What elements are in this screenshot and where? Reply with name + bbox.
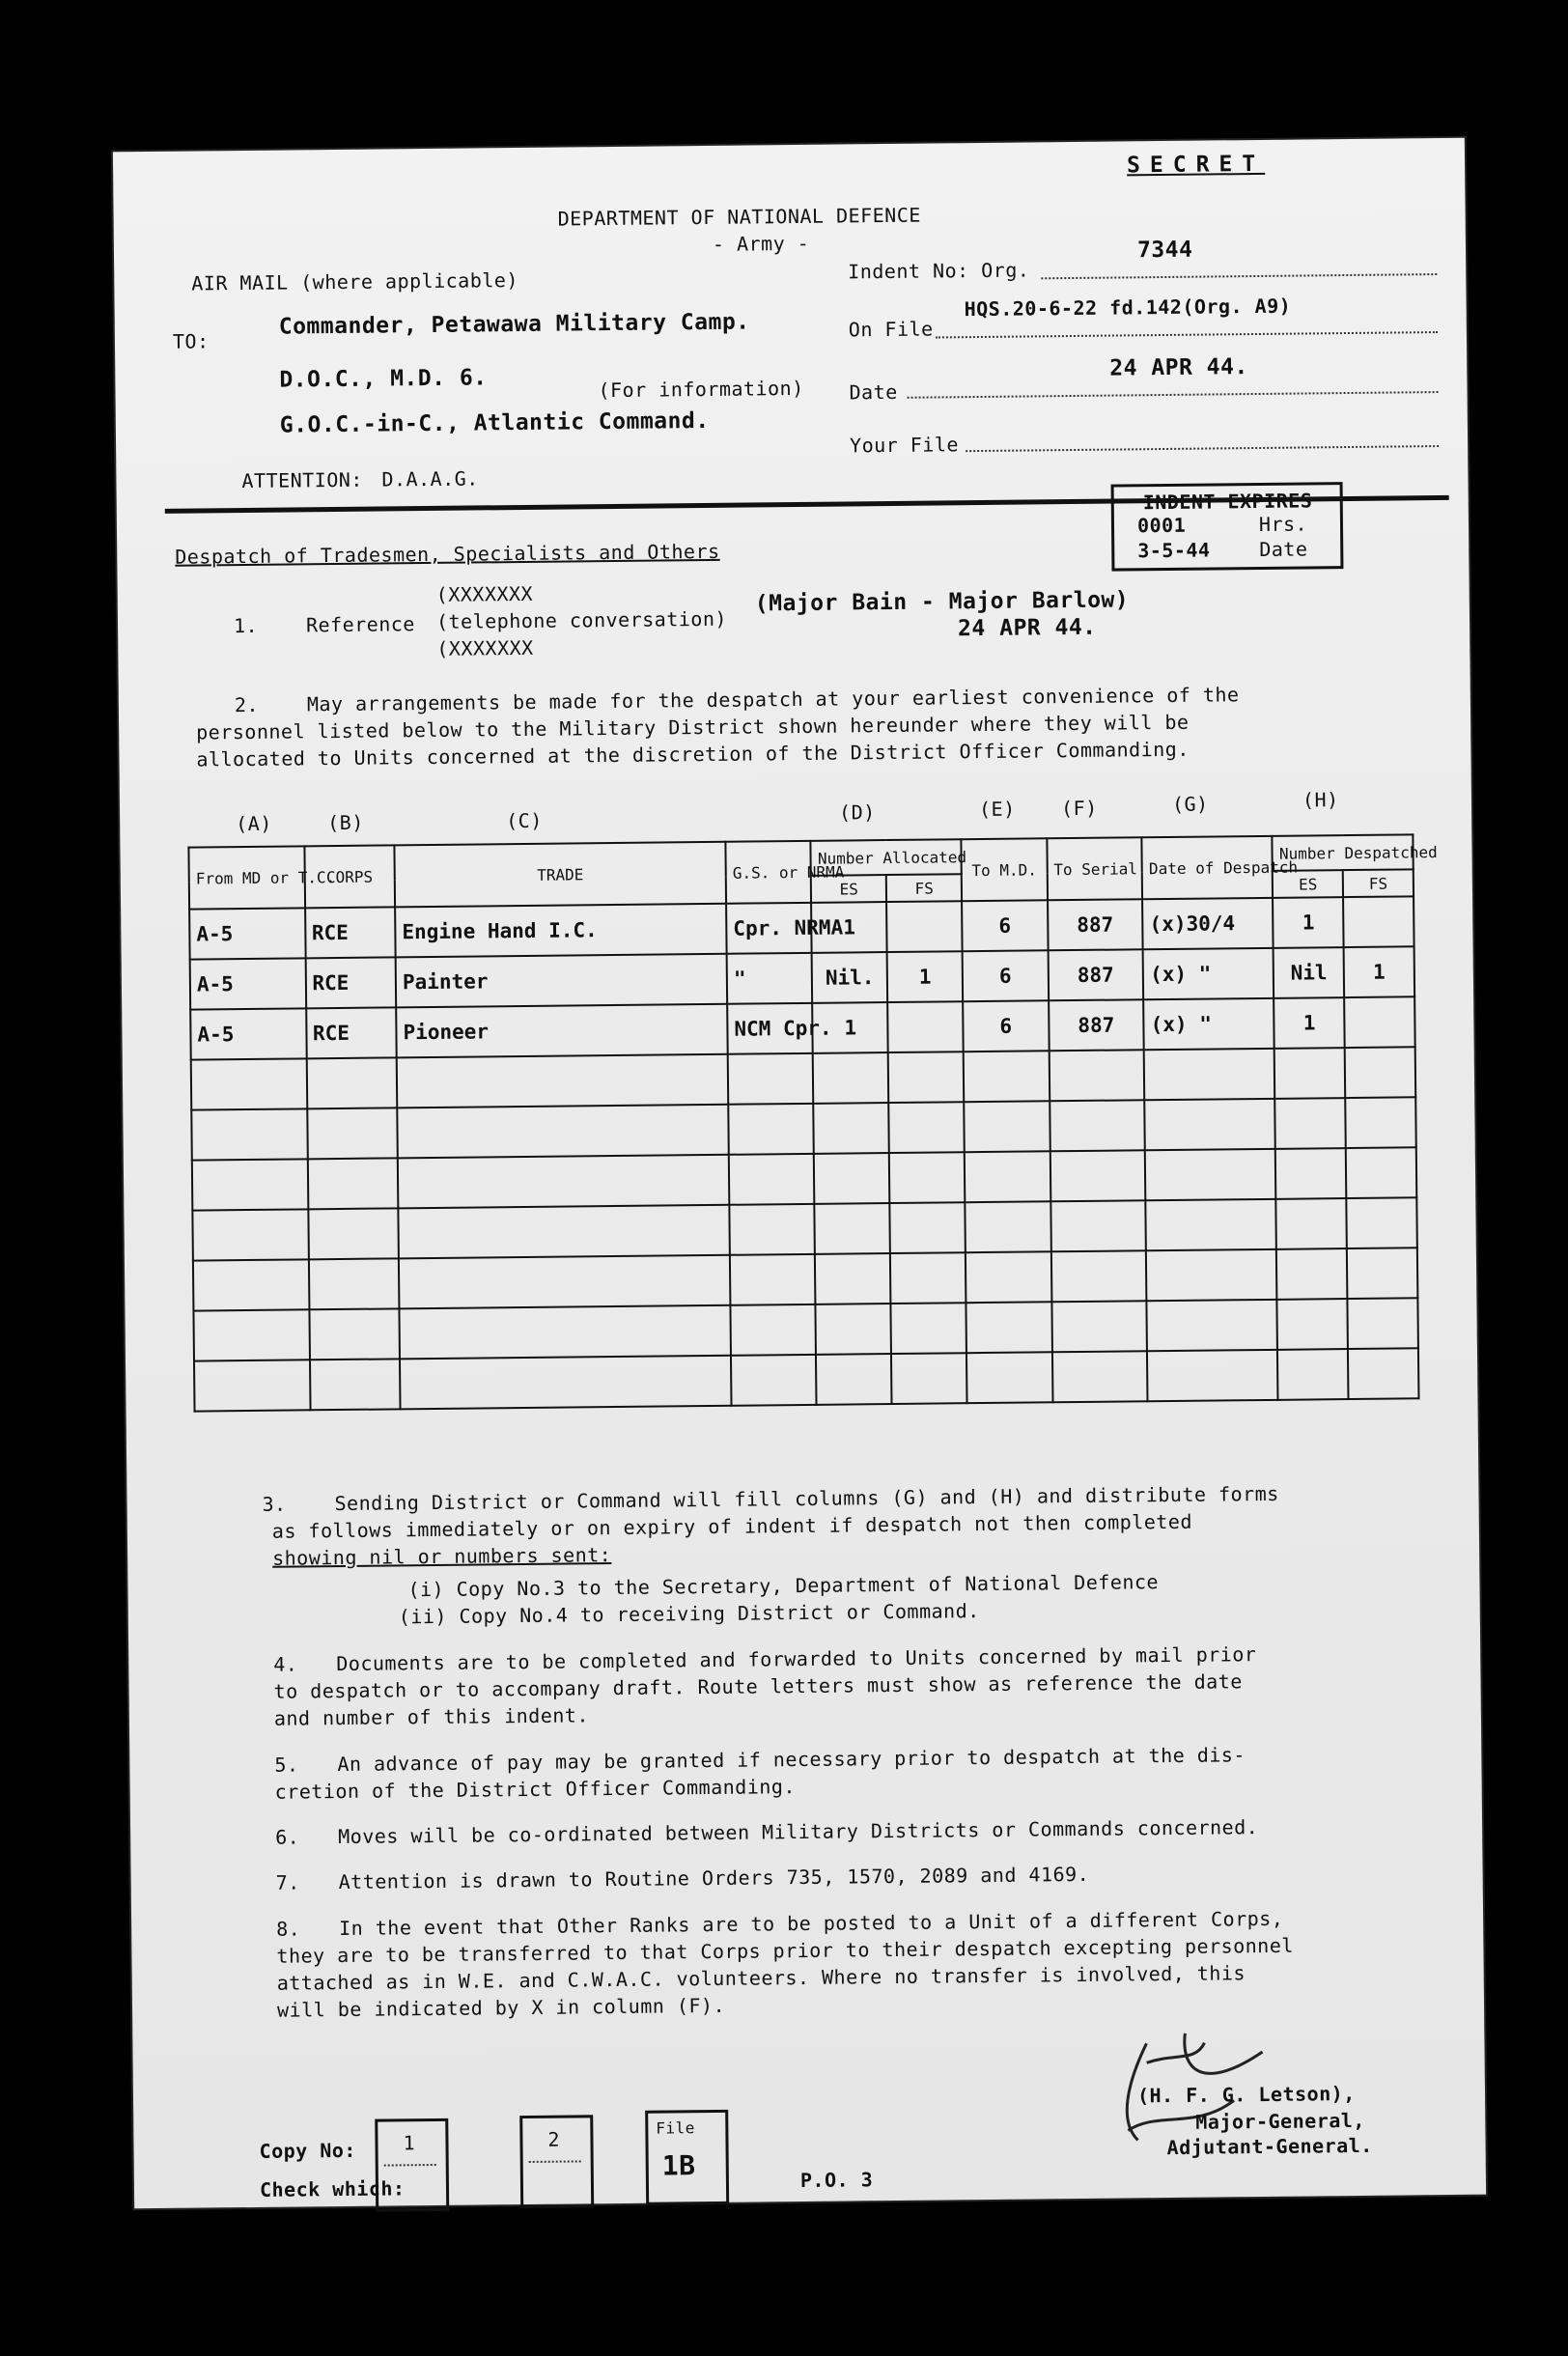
cell-gs: Cpr. NRMA [726, 903, 812, 954]
cell-fs2 [1343, 896, 1414, 947]
cell-es2 [1277, 1299, 1348, 1350]
cell-fs2 [1344, 996, 1414, 1048]
para8-line-4: will be indicated by X in column (F). [276, 1993, 726, 2022]
para1-option-2: (telephone conversation) [435, 606, 728, 633]
para2-line-3: allocated to Units concerned at the discretion of the District Officer Commanding. [196, 737, 1190, 771]
cell-gs [728, 1104, 814, 1155]
cell-md: 6 [962, 900, 1048, 951]
header-to-serial: To Serial [1047, 837, 1142, 900]
cell-es2 [1276, 1248, 1347, 1300]
cell-serial [1051, 1301, 1147, 1352]
para8-line-1: In the event that Other Ranks are to be posted to a Unit of a different Corps, [339, 1906, 1284, 1941]
cell-corps [309, 1308, 400, 1360]
copy-no-label: Copy No: [259, 2138, 357, 2163]
para1-date: 24 APR 44. [957, 614, 1097, 642]
cell-md [966, 1352, 1052, 1403]
cell-es [814, 1103, 889, 1154]
para8-line-2: they are to be transferred to that Corps prior to their despatch excepting personnel [276, 1933, 1294, 1968]
para3-line-2: as follows immediately or on expiry of indent if despatch not then completed [271, 1509, 1193, 1543]
header-allocated-fs: FS [886, 874, 962, 902]
copy-box-file-mark: 1B [661, 2149, 696, 2182]
cell-es: Nil. [812, 952, 887, 1003]
cell-trade: Pioneer [396, 1004, 727, 1058]
para1-option-1: (XXXXXXX [435, 581, 534, 606]
air-mail-note: AIR MAIL (where applicable) [191, 267, 519, 295]
cell-es2 [1274, 1048, 1345, 1099]
indent-expires-date-value: 3-5-44 [1137, 538, 1211, 563]
para6-line-1: Moves will be co-ordinated between Military Districts or Commands concerned. [338, 1815, 1259, 1849]
cell-md: 6 [963, 950, 1049, 1001]
para2-line-1: May arrangements be made for the despatch at your earliest convenience of the [306, 683, 1240, 716]
on-file-label: On File [848, 317, 934, 342]
your-file-label: Your File [849, 433, 960, 458]
cell-serial [1049, 1050, 1144, 1101]
cell-es [813, 1052, 888, 1104]
indent-expires-hrs-label: Hrs. [1258, 512, 1308, 536]
cell-md [966, 1302, 1052, 1353]
cell-date: (x)30/4 [1142, 898, 1274, 949]
cell-es2 [1275, 1148, 1346, 1199]
para3-item-2: (ii) Copy No.4 to receiving District or Command. [398, 1599, 980, 1629]
para1-option-3: (XXXXXXX [436, 635, 534, 660]
cell-corps: RCE [306, 1007, 397, 1058]
column-letter-a: (A) [236, 811, 272, 836]
header-gs-nrma: G.S. or NRMA [725, 841, 811, 904]
cell-trade [398, 1155, 729, 1209]
cell-fs [891, 1353, 966, 1404]
para3-line-1: Sending District or Command will fill columns (G) and (H) and distribute forms [334, 1481, 1279, 1516]
para5-line-1: An advance of pay may be granted if necessary prior to despatch at the dis- [337, 1743, 1246, 1777]
branch-title: - Army - [712, 231, 810, 256]
cell-trade [397, 1105, 728, 1159]
copy-box-file-label: File [656, 2118, 695, 2138]
cell-serial: 887 [1048, 899, 1143, 950]
copy-box-2 [519, 2115, 594, 2208]
signature-title: Adjutant-General. [1166, 2133, 1373, 2160]
cell-serial [1050, 1150, 1145, 1201]
cell-serial [1050, 1250, 1146, 1302]
header-trade: TRADE [394, 842, 726, 908]
cell-date [1145, 1099, 1276, 1150]
cell-fs [889, 1102, 965, 1153]
cell-gs [729, 1204, 815, 1255]
attention-label: ATTENTION: [241, 467, 364, 493]
para4-line-2: to despatch or to accompany draft. Route letters must show as reference the date [273, 1669, 1243, 1703]
header-corps: CORPS [304, 845, 395, 908]
cell-es2 [1276, 1198, 1347, 1249]
classification-mark: SECRET [1126, 151, 1266, 179]
table-header-row [188, 834, 1413, 882]
cell-date [1145, 1149, 1276, 1200]
cell-es [816, 1304, 891, 1355]
column-letter-b: (B) [327, 810, 364, 835]
cell-fs2 [1348, 1298, 1418, 1349]
to-label: TO: [172, 329, 210, 353]
cell-from [191, 1108, 307, 1160]
cell-from: A-5 [190, 1008, 306, 1059]
indent-expires-title: INDENT EXPIRES [1142, 489, 1313, 515]
para5-line-2: cretion of the District Officer Commanding. [274, 1775, 797, 1804]
cell-fs [888, 1052, 964, 1103]
indent-expires-date-label: Date [1259, 537, 1308, 561]
cell-gs: " [727, 953, 813, 1004]
indent-expires-hrs-value: 0001 [1136, 513, 1187, 538]
cell-corps: RCE [305, 907, 396, 958]
date-dots [908, 391, 1439, 399]
cell-es2 [1275, 1098, 1346, 1149]
cell-gs: NCM Cpr. [727, 1003, 813, 1054]
header-date-of-despatch: Date of Despatch [1142, 836, 1274, 899]
header-to-md: To M.D. [962, 838, 1048, 901]
cell-trade [400, 1356, 731, 1410]
table-body [189, 896, 1418, 1411]
cell-es [814, 1153, 889, 1204]
cell-es2: 1 [1273, 897, 1343, 948]
cell-es: 1 [812, 1002, 887, 1053]
para6-number: 6. [275, 1825, 300, 1849]
department-title: DEPARTMENT OF NATIONAL DEFENCE [557, 203, 921, 231]
para1-label: Reference [305, 612, 416, 637]
header-number-despatched: Number Despatched [1273, 834, 1414, 871]
cell-md [966, 1201, 1051, 1252]
cell-corps [308, 1258, 399, 1309]
cell-fs: 1 [887, 951, 963, 1002]
para8-line-3: attached as in W.E. and C.W.A.C. volunteers. Where no transfer is involved, this [276, 1961, 1246, 1995]
cell-fs [886, 901, 962, 952]
cell-trade [398, 1205, 729, 1259]
copy-box-1-dots [384, 2164, 436, 2167]
column-letter-c: (C) [506, 808, 543, 833]
column-letter-d: (D) [838, 800, 876, 825]
cell-gs [728, 1053, 814, 1105]
para2-number: 2. [234, 692, 260, 717]
cell-corps [307, 1108, 398, 1159]
para4-line-3: and number of this indent. [273, 1703, 590, 1730]
para3-line-3: showing nil or numbers sent: [272, 1543, 612, 1570]
addressee-line-1: Commander, Petawawa Military Camp. [278, 309, 750, 340]
para5-number: 5. [274, 1753, 299, 1777]
para3-number: 3. [262, 1492, 287, 1516]
document-page [113, 138, 1486, 2209]
cell-from [191, 1058, 307, 1109]
cell-fs [891, 1303, 966, 1354]
addressee-line-2-note: (For information) [598, 376, 804, 403]
cell-fs2 [1345, 1097, 1415, 1148]
column-letter-h: (H) [1302, 788, 1339, 812]
cell-corps [310, 1359, 401, 1410]
cell-from: A-5 [189, 908, 305, 959]
cell-date: (x) " [1143, 948, 1274, 999]
cell-fs [890, 1202, 966, 1253]
cell-from [192, 1209, 308, 1260]
copy-box-2-dots [529, 2160, 581, 2163]
column-letter-g: (G) [1171, 792, 1209, 816]
signature-name: (H. F. G. Letson), [1136, 2082, 1356, 2108]
cell-from [192, 1159, 308, 1210]
cell-serial: 887 [1048, 949, 1143, 1000]
cell-fs2 [1346, 1197, 1416, 1248]
para3-item-1: (i) Copy No.3 to the Secretary, Department of National Defence [407, 1570, 1160, 1602]
para2-line-2: personnel listed below to the Military District shown hereunder where they will be [196, 710, 1190, 744]
cell-gs [730, 1254, 816, 1305]
cell-corps [307, 1158, 398, 1209]
header-from: From MD or T.C. [188, 846, 304, 909]
cell-from [193, 1259, 309, 1310]
cell-es2 [1277, 1349, 1348, 1400]
addressee-line-3: G.O.C.-in-C., Atlantic Command. [279, 407, 710, 438]
para4-number: 4. [273, 1652, 298, 1676]
cell-md [964, 1101, 1050, 1152]
cell-date [1146, 1249, 1277, 1301]
cell-trade [399, 1255, 730, 1309]
form-number: P.O. 3 [799, 2168, 874, 2193]
column-letter-f: (F) [1060, 796, 1098, 821]
cell-gs [729, 1154, 815, 1205]
cell-serial [1052, 1351, 1148, 1402]
cell-corps [308, 1208, 399, 1259]
cell-es [815, 1253, 890, 1304]
indent-no-dots [1041, 273, 1437, 279]
cell-es [815, 1203, 890, 1254]
copy-box-2-number: 2 [547, 2127, 561, 2151]
cell-gs [730, 1304, 816, 1356]
date-label: Date [849, 379, 898, 405]
personnel-table [187, 833, 1438, 1412]
cell-es [816, 1354, 891, 1405]
cell-es2: 1 [1274, 997, 1345, 1049]
cell-fs [887, 1001, 963, 1052]
column-letter-e: (E) [978, 797, 1016, 822]
subject-line: Despatch of Tradesmen, Specialists and Others [175, 539, 720, 569]
cell-corps [306, 1057, 397, 1108]
cell-from [193, 1309, 309, 1360]
cell-serial [1050, 1100, 1145, 1151]
on-file-dots [936, 331, 1438, 338]
para8-number: 8. [276, 1917, 301, 1941]
addressee-line-2: D.O.C., M.D. 6. [279, 365, 488, 393]
cell-fs [889, 1152, 965, 1203]
copy-box-1-number: 1 [403, 2131, 416, 2155]
cell-fs2 [1346, 1147, 1416, 1198]
cell-fs [890, 1252, 966, 1304]
indent-no-label: Indent No: Org. [848, 258, 1030, 284]
cell-md [966, 1251, 1051, 1303]
on-file-value: HQS.20-6-22 fd.142(Org. A9) [964, 294, 1292, 322]
cell-md [964, 1051, 1050, 1102]
cell-from: A-5 [190, 958, 306, 1009]
para1-number: 1. [233, 613, 259, 638]
your-file-dots [966, 445, 1439, 452]
indent-no-value: 7344 [1136, 237, 1193, 264]
para4-line-1: Documents are to be completed and forwarded to Units concerned by mail prior [336, 1642, 1257, 1676]
para7-line-1: Attention is drawn to Routine Orders 735, 1570, 2089 and 4169. [338, 1862, 1090, 1894]
cell-date [1146, 1199, 1277, 1250]
cell-trade [399, 1305, 730, 1360]
cell-date [1147, 1350, 1278, 1401]
cell-es: 1 [811, 902, 886, 953]
cell-fs2 [1348, 1348, 1418, 1399]
cell-es2: Nil [1274, 947, 1344, 998]
cell-md [965, 1151, 1050, 1202]
cell-date [1147, 1300, 1278, 1351]
cell-trade: Engine Hand I.C. [395, 904, 726, 958]
cell-fs2 [1347, 1248, 1417, 1299]
cell-serial: 887 [1049, 999, 1144, 1051]
check-which-label: Check which: [259, 2176, 406, 2202]
cell-gs [731, 1355, 817, 1406]
cell-trade [397, 1054, 728, 1108]
cell-date: (x) " [1143, 998, 1274, 1050]
cell-fs2 [1345, 1047, 1415, 1098]
copy-box-1 [375, 2118, 449, 2212]
cell-trade: Painter [396, 954, 727, 1008]
indent-expires-box [1111, 482, 1344, 572]
cell-date [1144, 1049, 1275, 1100]
cell-corps: RCE [305, 957, 396, 1008]
cell-fs2: 1 [1344, 946, 1414, 997]
cell-serial [1050, 1200, 1146, 1251]
header-allocated-es: ES [811, 875, 886, 903]
header-number-allocated: Number Allocated [811, 839, 962, 876]
attention-value: D.A.A.G. [381, 466, 479, 491]
header-despatched-fs: FS [1343, 869, 1414, 897]
copy-box-file [645, 2110, 729, 2205]
cell-md: 6 [963, 1000, 1049, 1052]
date-value: 24 APR 44. [1109, 354, 1248, 381]
cell-from [194, 1360, 310, 1411]
signature-rank: Major-General, [1195, 2108, 1366, 2134]
para7-number: 7. [275, 1870, 300, 1894]
header-despatched-es: ES [1273, 870, 1343, 898]
para1-detail: (Major Bain - Major Barlow) [754, 587, 1130, 617]
